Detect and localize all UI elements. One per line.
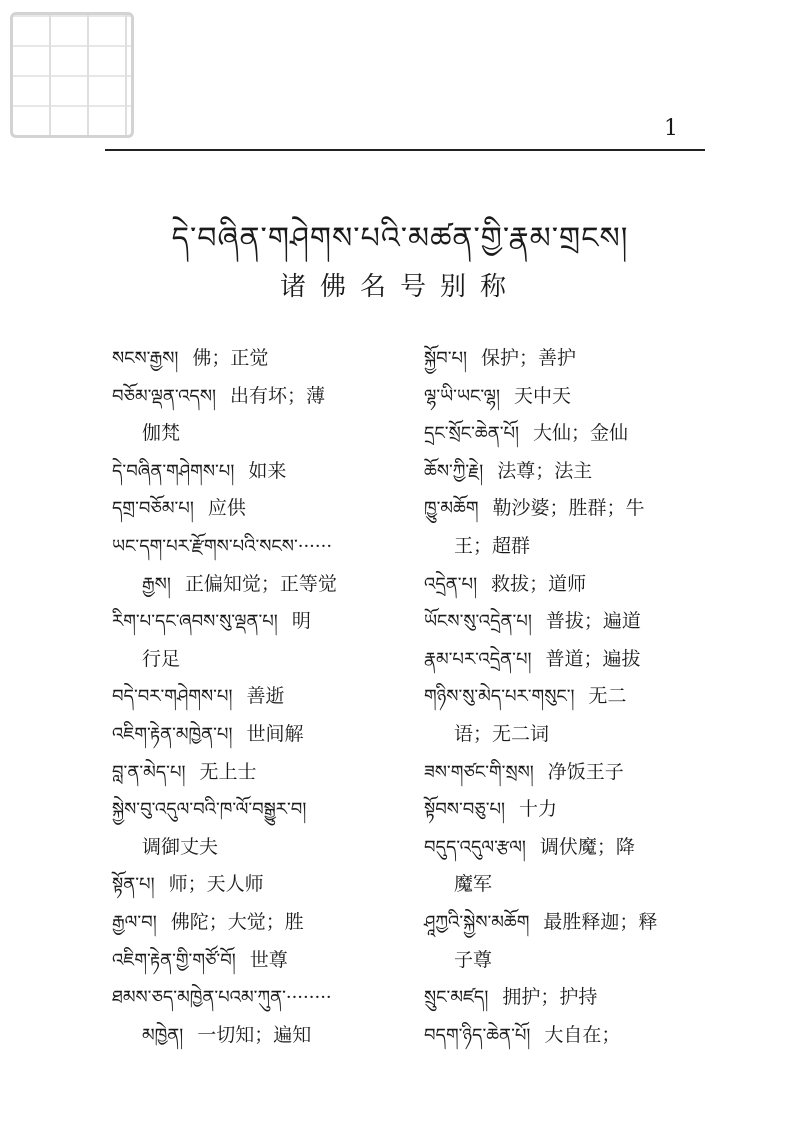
entry-tibetan: སྲུང་མཛད། [424, 987, 489, 1009]
dictionary-entry [112, 904, 412, 942]
entry-chinese: 法尊；法主 [497, 459, 593, 482]
dictionary-entry [112, 716, 412, 754]
dictionary-entry [424, 829, 724, 867]
entry-chinese: 明 [291, 610, 311, 633]
entry-continuation [112, 1017, 412, 1055]
dictionary-entry [424, 1017, 724, 1055]
entry-tibetan: ཡང་དག་པར་རྫོགས་པའི་སངས་······ [112, 535, 333, 557]
dictionary-entry [112, 340, 412, 378]
entry-continuation [112, 829, 412, 867]
entry-tibetan: ཡོངས་སུ་འདྲེན་པ། [424, 611, 532, 633]
dictionary-entry [424, 340, 724, 378]
dictionary-entry [112, 979, 412, 1017]
entry-chinese: 普道；遍拔 [545, 647, 641, 670]
library-seal-stamp [10, 12, 134, 138]
entry-tibetan: འདྲེན་པ། [424, 573, 478, 595]
entry-chinese-continued: 子尊 [454, 948, 493, 971]
entry-tibetan: ཤཱཀྱའི་སྐྱེས་མཆོག [424, 911, 530, 933]
entry-tibetan: བཅོམ་ལྡན་འདས། [112, 385, 217, 407]
dictionary-entry [424, 415, 724, 453]
entry-chinese-continued: 王；超群 [454, 534, 531, 557]
entry-tibetan: ཟས་གཙང་གི་སྲས། [424, 761, 534, 783]
entry-tibetan: བདུད་འདུལ་རྩལ། [424, 836, 526, 858]
entry-chinese: 大自在； [544, 1023, 621, 1046]
dictionary-entry [424, 754, 724, 792]
dictionary-entry [424, 678, 724, 716]
dictionary-entry [112, 490, 412, 528]
dictionary-entry [424, 603, 724, 641]
dictionary-entry [424, 791, 724, 829]
entry-tibetan: བླ་ན་མེད་པ། [112, 761, 186, 783]
entry-chinese: 拥护；护持 [502, 986, 598, 1009]
entry-chinese: 善逝 [246, 685, 285, 708]
entry-tibetan: སྟོབས་བཅུ་པ། [424, 799, 506, 821]
entry-chinese: 保护；善护 [481, 347, 577, 369]
entry-continuation [112, 641, 412, 679]
entry-chinese-continued: 行足 [142, 647, 181, 670]
entry-tibetan: ཐམས་ཅད་མཁྱེན་པའམ་ཀུན་········ [112, 987, 332, 1009]
right-column [424, 340, 724, 1054]
dictionary-entry [112, 791, 412, 829]
entry-chinese: 佛陀；大觉；胜 [170, 910, 304, 933]
dictionary-entry [424, 904, 724, 942]
entry-chinese: 救拔；道师 [491, 572, 587, 595]
entry-continuation [424, 866, 724, 904]
entry-tibetan: སྟོན་པ། [112, 874, 155, 896]
entry-tibetan-continued: མཁྱེན། [142, 1024, 184, 1046]
entry-chinese: 应供 [207, 497, 246, 520]
entry-tibetan: སྐྱོབ་པ། [424, 348, 468, 369]
dictionary-entry [112, 453, 412, 491]
dictionary-entry [112, 754, 412, 792]
entry-tibetan: ཆོས་ཀྱི་རྗེ། [424, 460, 484, 482]
entry-tibetan: རིག་པ་དང་ཞབས་སུ་ལྡན་པ། [112, 611, 278, 633]
entry-tibetan: དགྲ་བཅོམ་པ། [112, 498, 194, 520]
entry-chinese-continued: 伽梵 [142, 422, 181, 445]
entry-chinese-continued: 正偏知觉；正等觉 [184, 572, 337, 595]
dictionary-entry [424, 490, 724, 528]
dictionary-entry [112, 866, 412, 904]
entry-tibetan: རྒྱལ་བ། [112, 911, 157, 933]
entry-chinese-continued: 魔军 [454, 873, 493, 896]
entry-tibetan: བདག་ཉིད་ཆེན་པོ། [424, 1024, 531, 1046]
entry-tibetan: སྐྱེས་བུ་འདུལ་བའི་ཁ་ལོ་བསྒྱུར་བ། [112, 799, 307, 821]
dictionary-entry [424, 566, 724, 604]
entry-chinese: 净饭王子 [547, 760, 624, 783]
entry-chinese: 无上士 [199, 760, 257, 783]
entry-chinese: 大仙；金仙 [533, 422, 629, 445]
entry-chinese: 天中天 [513, 384, 571, 407]
page-number: 1 [664, 116, 678, 141]
entry-chinese: 出有坏；薄 [230, 384, 326, 407]
entry-tibetan: དེ་བཞིན་གཤེགས་པ། [112, 460, 235, 482]
entry-continuation [424, 942, 724, 980]
entry-chinese: 最胜释迦；释 [543, 910, 658, 933]
entry-tibetan: འཇིག་རྟེན་མཁྱེན་པ། [112, 723, 233, 745]
entry-chinese: 如来 [248, 459, 287, 482]
entry-chinese-continued: 一切知；遍知 [197, 1023, 312, 1046]
entry-chinese: 佛；正觉 [192, 347, 269, 369]
entry-tibetan: བདེ་བར་གཤེགས་པ། [112, 686, 233, 708]
dictionary-entry [112, 603, 412, 641]
entry-chinese: 世间解 [246, 722, 304, 745]
dictionary-entry [424, 641, 724, 679]
title-tibetan: དེ་བཞིན་གཤེགས་པའི་མཚན་གྱི་རྣམ་གྲངས། [171, 221, 629, 256]
entry-tibetan: གཉིས་སུ་མེད་པར་གསུང་། [424, 686, 575, 708]
entry-chinese: 勒沙婆；胜群；牛 [492, 497, 645, 520]
dictionary-entry [424, 453, 724, 491]
entry-chinese: 调伏魔；降 [539, 835, 635, 858]
entry-chinese: 普拔；遍道 [545, 610, 641, 633]
entry-tibetan: སངས་རྒྱས། [112, 348, 179, 369]
entry-chinese: 十力 [519, 798, 558, 821]
entry-tibetan: ལྷ་ཡི་ཡང་ལྷ། [424, 385, 500, 407]
header-rule [105, 149, 705, 151]
dictionary-entry [112, 942, 412, 980]
dictionary-entry [112, 678, 412, 716]
entry-chinese-continued: 调御丈夫 [142, 835, 219, 858]
entry-continuation [424, 528, 724, 566]
dictionary-entry [424, 979, 724, 1017]
entry-continuation [112, 566, 412, 604]
title-chinese: 诸佛名号别称 [279, 272, 520, 302]
entry-tibetan: དྲང་སྲོང་ཆེན་པོ། [424, 423, 520, 445]
entry-tibetan: འཇིག་རྟེན་གྱི་གཙོ་བོ། [112, 949, 236, 971]
entry-chinese: 无二 [588, 685, 627, 708]
entry-tibetan: ཁྱུ་མཆོག [424, 498, 479, 520]
dictionary-entry [112, 378, 412, 416]
entry-chinese: 师；天人师 [168, 873, 264, 896]
entry-tibetan-continued: རྒྱས། [142, 573, 171, 595]
dictionary-entry [112, 528, 412, 566]
left-column [112, 340, 412, 1054]
dictionary-entry [424, 378, 724, 416]
entry-chinese-continued: 语；无二词 [454, 722, 550, 745]
entry-tibetan: རྣམ་པར་འདྲེན་པ། [424, 648, 532, 670]
entry-continuation [112, 415, 412, 453]
entry-chinese: 世尊 [249, 948, 288, 971]
entry-continuation [424, 716, 724, 754]
